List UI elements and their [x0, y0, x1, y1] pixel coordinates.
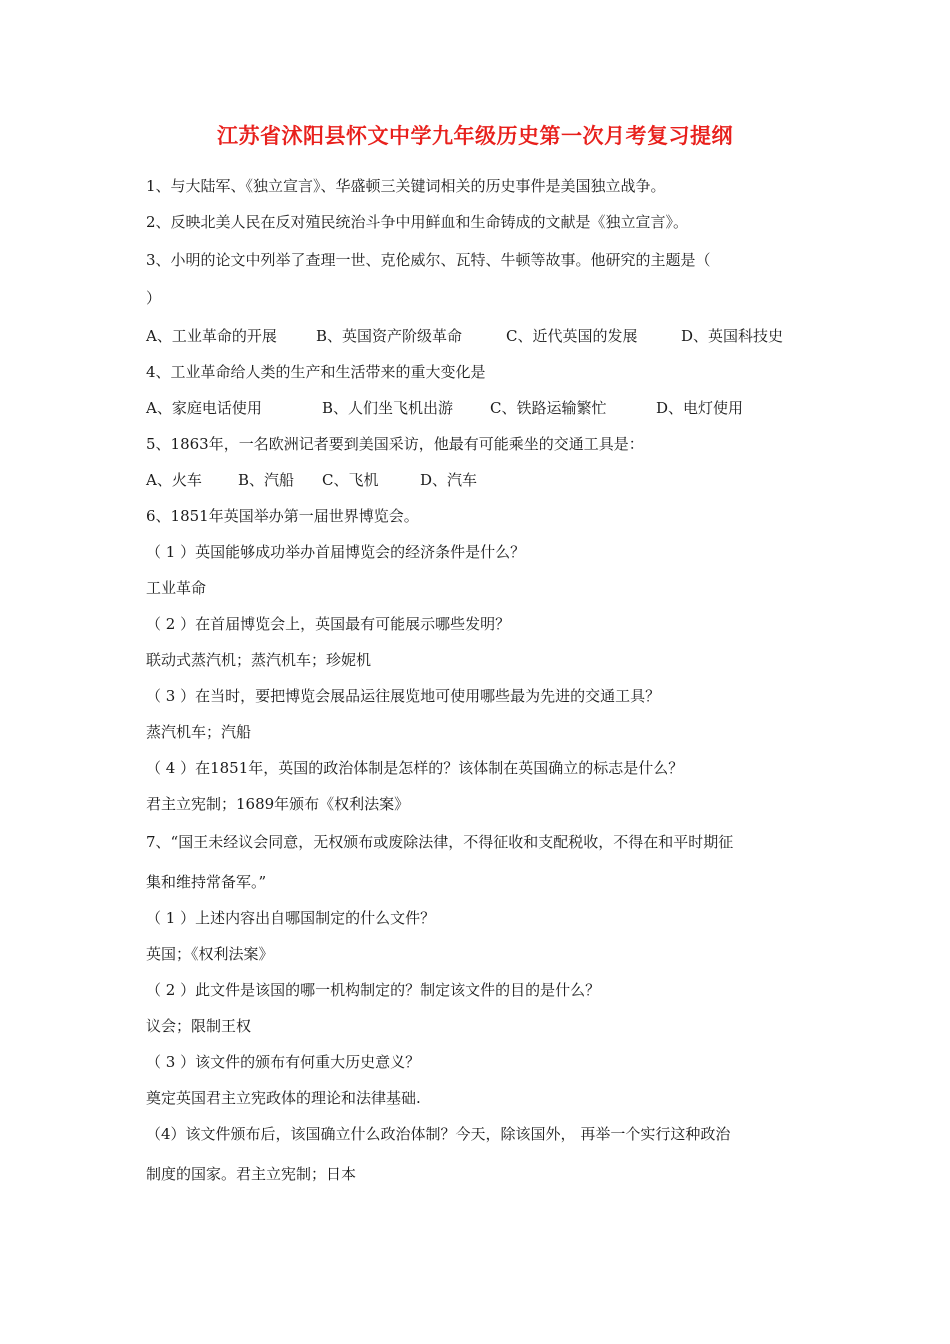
option-d: D、汽车 [420, 471, 478, 489]
question-5-options [146, 470, 816, 490]
question-7-sub3-question: （ 3 ）该文件的颁布有何重大历史意义？ [146, 1053, 421, 1071]
question-6-sub4-question: （ 4 ）在1851年，英国的政治体制是怎样的？该体制在英国确立的标志是什么？ [146, 759, 684, 777]
option-c: C、近代英国的发展 [506, 327, 638, 345]
question-6-sub1-answer: 工业革命 [146, 579, 207, 597]
option-b: B、人们坐飞机出游 [322, 399, 454, 417]
question-6-sub2-answer: 联动式蒸汽机；蒸汽机车；珍妮机 [146, 651, 372, 669]
question-4-options [146, 398, 816, 418]
option-b: B、汽船 [238, 471, 295, 489]
option-b: B、英国资产阶级革命 [316, 327, 463, 345]
question-2: 2、反映北美人民在反对殖民统治斗争中用鲜血和生命铸成的文献是《独立宣言》。 [146, 213, 689, 231]
question-7-sub4-line1: （4）该文件颁布后，该国确立什么政治体制？今天，除该国外， 再举一个实行这种政治 [146, 1125, 731, 1143]
question-6-stem: 6、1851年英国举办第一届世界博览会。 [146, 507, 419, 525]
question-1: 1、与大陆军、《独立宣言》、华盛顿三关键词相关的历史事件是美国独立战争。 [146, 177, 666, 195]
document-title: 江苏省沭阳县怀文中学九年级历史第一次月考复习提纲 [217, 124, 733, 148]
question-7-sub1-answer: 英国；《权利法案》 [146, 945, 274, 963]
question-6-sub4-answer: 君主立宪制；1689年颁布《权利法案》 [146, 795, 410, 813]
option-a: A、工业革命的开展 [146, 327, 277, 345]
question-6-sub2-question: （ 2 ）在首届博览会上，英国最有可能展示哪些发明？ [146, 615, 511, 633]
option-a: A、家庭电话使用 [146, 399, 262, 417]
document-body [146, 176, 816, 1184]
option-a: A、火车 [146, 471, 202, 489]
question-7-stem-line2: 集和维持常备军。” [146, 873, 267, 891]
question-6-sub3-question: （ 3 ）在当时，要把博览会展品运往展览地可使用哪些最为先进的交通工具？ [146, 687, 661, 705]
option-c: C、铁路运输繁忙 [490, 399, 607, 417]
question-6-sub3-answer: 蒸汽机车；汽船 [146, 723, 252, 741]
question-4-stem: 4、工业革命给人类的生产和生活带来的重大变化是 [146, 363, 486, 381]
question-7-sub1-question: （ 1 ）上述内容出自哪国制定的什么文件？ [146, 909, 436, 927]
option-c: C、飞机 [322, 471, 379, 489]
question-7-sub2-answer: 议会；限制王权 [146, 1017, 252, 1035]
question-7-sub4-line2: 制度的国家。君主立宪制；日本 [146, 1165, 357, 1183]
question-6-sub1-question: （ 1 ）英国能够成功举办首届博览会的经济条件是什么？ [146, 543, 526, 561]
question-5-stem: 5、1863年，一名欧洲记者要到美国采访，他最有可能乘坐的交通工具是： [146, 435, 644, 453]
question-3-options [146, 326, 816, 346]
question-7-stem-line1: 7、“国王未经议会同意，无权颁布或废除法律，不得征收和支配税收，不得在和平时期征 [146, 833, 734, 851]
question-3-stem-end: ） [146, 289, 162, 307]
question-3-stem: 3、小明的论文中列举了查理一世、克伦威尔、瓦特、牛顿等故事。他研究的主题是（ [146, 251, 711, 269]
option-d: D、英国科技史 [681, 327, 784, 345]
question-7-sub2-question: （ 2 ）此文件是该国的哪一机构制定的？制定该文件的目的是什么？ [146, 981, 601, 999]
option-d: D、电灯使用 [656, 399, 744, 417]
question-7-sub3-answer: 奠定英国君主立宪政体的理论和法律基础. [146, 1089, 421, 1107]
